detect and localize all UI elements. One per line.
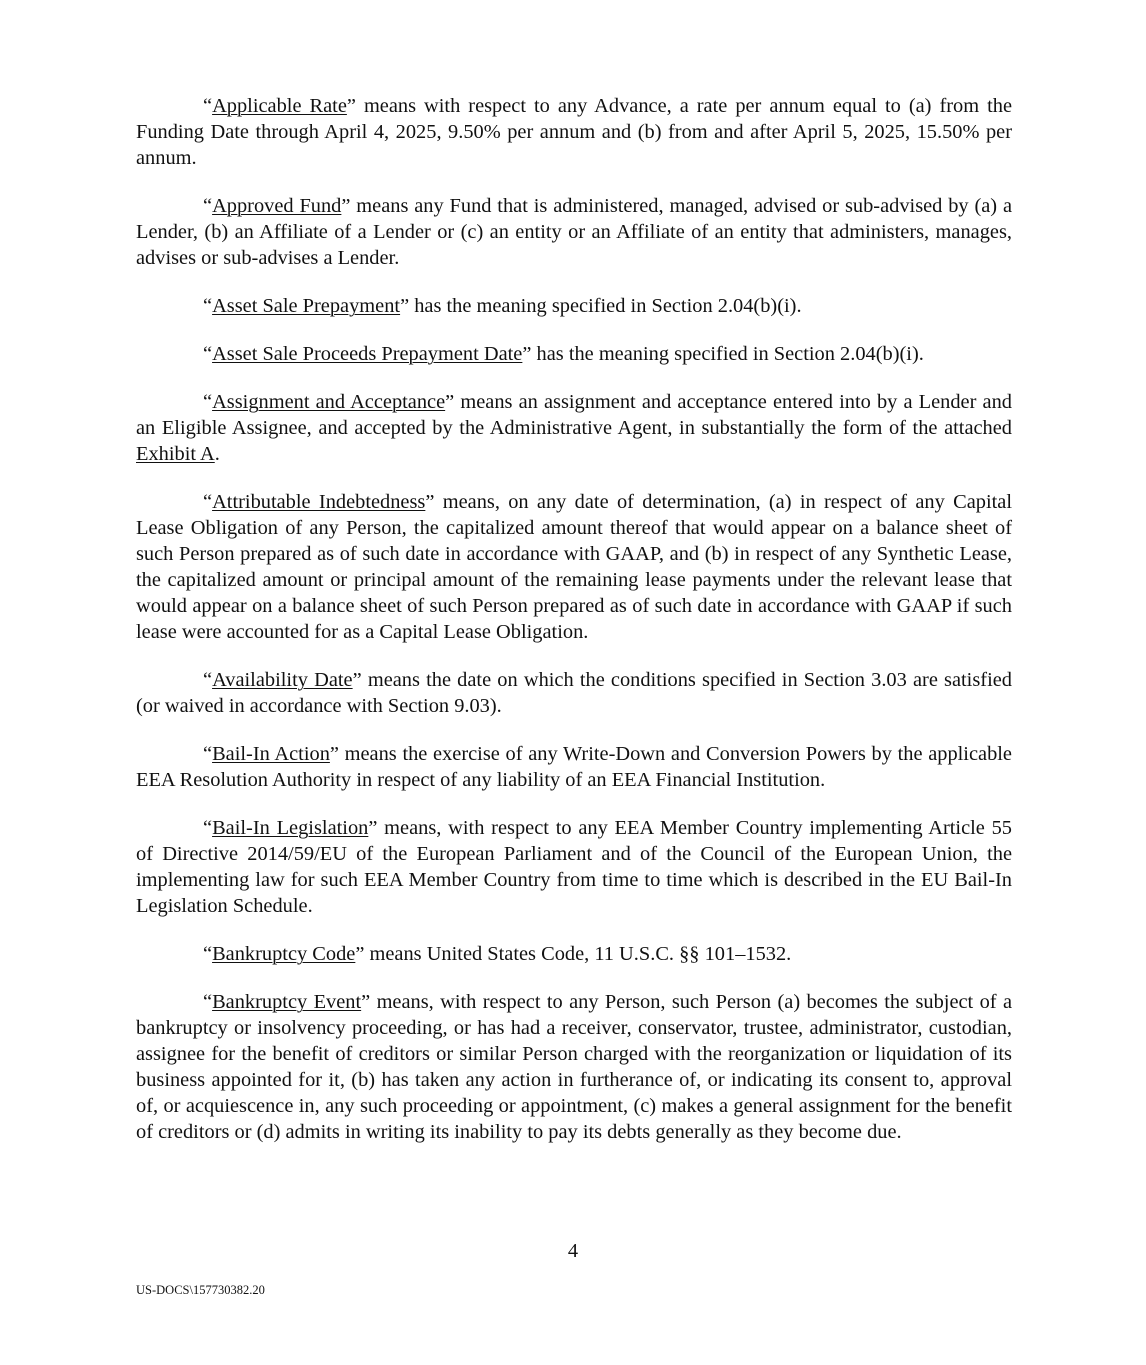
defined-term: Applicable Rate [212, 95, 347, 117]
definition-applicable-rate [136, 93, 1012, 171]
defined-term: Attributable Indebtedness [212, 491, 426, 513]
defined-term: Bankruptcy Event [212, 991, 362, 1013]
close-quote: ” [341, 195, 351, 217]
definition-text: means the exercise of any Write-Down and Conversion Powers by the applicable EEA Resolution Authority in respect of any liability of an EEA Financial Institution. [136, 743, 1012, 791]
open-quote: “ [203, 491, 213, 513]
definition-text: means any Fund that is administered, managed, advised or sub-advised by (a) a Lender, (b) an Affiliate of a Lender or (c) an entity or an Affiliate of an entity that administers, manages, advises or sub-advises a Lender. [136, 195, 1012, 269]
definition-asset-sale-prepayment [136, 293, 1012, 319]
definition-text: has the meaning specified in Section 2.04(b)(i). [531, 343, 924, 365]
definition-availability-date [136, 667, 1012, 719]
open-quote: “ [203, 391, 213, 413]
close-quote: ” [352, 669, 362, 691]
close-quote: ” [346, 95, 356, 117]
document-body [136, 93, 1012, 1167]
page-number: 4 [567, 1240, 579, 1262]
open-quote: “ [203, 817, 213, 839]
open-quote: “ [203, 991, 213, 1013]
definition-text: means the date on which the conditions specified in Section 3.03 are satisfied (or waived in accordance with Section 9.03). [136, 669, 1012, 717]
definition-text: means, with respect to any Person, such Person (a) becomes the subject of a bankruptcy or insolvency proceeding, or has had a receiver, conservator, trustee, administrator, custodian, assignee for the benefit of creditors or similar Person charged with the reorganization or liquidation of its business appointed for it, (b) has taken any action in furtherance of, or indicating its consent to, approval of, or acquiescence in, any such proceeding or appointment, (c) makes a general assignment for the benefit of creditors or (d) admits in writing its inability to pay its debts generally as they become due. [136, 991, 1012, 1143]
definition-text: has the meaning specified in Section 2.04(b)(i). [409, 295, 802, 317]
definition-assignment-and-acceptance [136, 389, 1012, 467]
definition-text: means United States Code, 11 U.S.C. §§ 101–1532. [364, 943, 792, 965]
open-quote: “ [203, 943, 213, 965]
definition-text: means with respect to any Advance, a rate per annum equal to (a) from the Funding Date through April 4, 2025, 9.50% per annum and (b) from and after April 5, 2025, 15.50% per annum. [136, 95, 1013, 169]
definition-bankruptcy-event [136, 989, 1012, 1145]
defined-term: Approved Fund [212, 195, 342, 217]
definition-bail-in-action [136, 741, 1012, 793]
open-quote: “ [203, 743, 213, 765]
defined-term: Bail-In Action [212, 743, 330, 765]
definition-tail: . [214, 443, 220, 465]
defined-term: Asset Sale Proceeds Prepayment Date [212, 343, 523, 365]
definition-text: means, with respect to any EEA Member Country implementing Article 55 of Directive 2014/59/EU of the European Parliament and of the Council of the European Union, the implementing law for such EEA Member Country from time to time which is described in the EU Bail-In Legislation Schedule. [136, 817, 1013, 917]
close-quote: ” [329, 743, 339, 765]
definition-approved-fund [136, 193, 1012, 271]
close-quote: ” [368, 817, 378, 839]
definition-asset-sale-proceeds-prepayment-date [136, 341, 1012, 367]
close-quote: ” [445, 391, 455, 413]
defined-term: Bail-In Legislation [212, 817, 369, 839]
defined-term: Availability Date [212, 669, 353, 691]
definition-attributable-indebtedness [136, 489, 1012, 645]
exhibit-reference: Exhibit A [136, 443, 215, 465]
close-quote: ” [425, 491, 435, 513]
open-quote: “ [203, 669, 213, 691]
defined-term: Asset Sale Prepayment [212, 295, 401, 317]
close-quote: ” [355, 943, 365, 965]
definition-bail-in-legislation [136, 815, 1012, 919]
open-quote: “ [203, 295, 213, 317]
defined-term: Assignment and Acceptance [212, 391, 446, 413]
open-quote: “ [203, 195, 213, 217]
defined-term: Bankruptcy Code [212, 943, 356, 965]
close-quote: ” [361, 991, 371, 1013]
definition-text: means, on any date of determination, (a) in respect of any Capital Lease Obligation of any Person, the capitalized amount thereof that would appear on a balance sheet of such Person prepared as of such date in accordance with GAAP, and (b) in respect of any Synthetic Lease, the capitalized amount or principal amount of the remaining lease payments under the relevant lease that would appear on a balance sheet of such Person prepared as of such date in accordance with GAAP if such lease were accounted for as a Capital Lease Obligation. [136, 491, 1012, 643]
definition-text: means an assignment and acceptance entered into by a Lender and an Eligible Assignee, and accepted by the Administrative Agent, in substantially the form of the attached [136, 391, 1012, 439]
definition-bankruptcy-code [136, 941, 1012, 967]
close-quote: ” [400, 295, 410, 317]
open-quote: “ [203, 343, 213, 365]
close-quote: ” [522, 343, 532, 365]
open-quote: “ [203, 95, 213, 117]
document-id: US-DOCS\157730382.20 [136, 1283, 265, 1297]
